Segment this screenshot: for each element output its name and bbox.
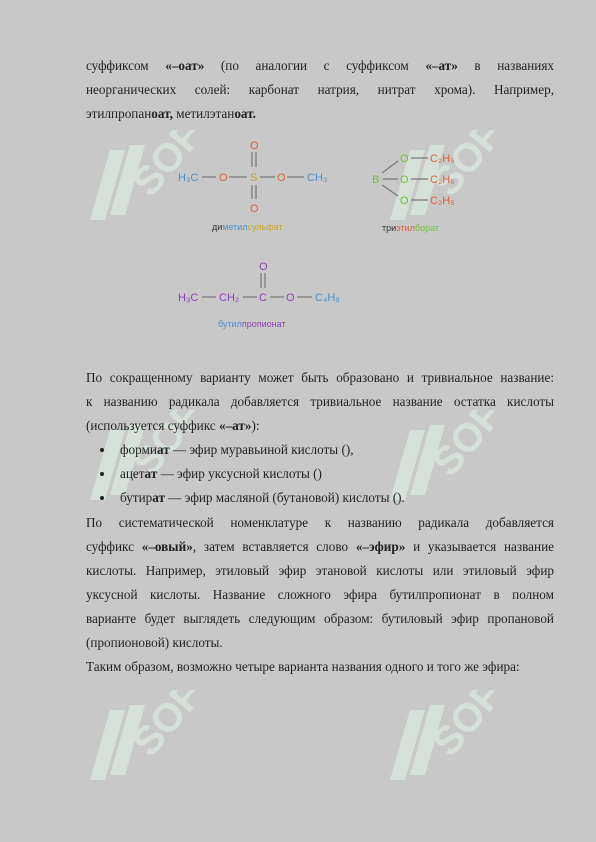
name-acid: сульфат xyxy=(247,222,283,232)
h3c-label: H₃C xyxy=(178,172,199,184)
bold-suffix: «–ат» xyxy=(425,58,458,73)
svg-text:SOFF: SOFF xyxy=(424,130,500,205)
name-radical: бутил xyxy=(218,319,242,329)
name-suffix: ат xyxy=(276,319,286,329)
list-item xyxy=(100,486,405,510)
paragraph-3-line-2 xyxy=(86,535,554,559)
text: — эфир муравьиной кислоты (), xyxy=(169,442,354,457)
oxygen-label: O xyxy=(277,172,286,184)
text: и указывается название xyxy=(405,539,554,554)
text: (по аналогии с суффиксом xyxy=(204,58,426,73)
svg-text:SOFF: SOFF xyxy=(424,410,500,485)
list-item xyxy=(100,438,405,462)
paragraph-1-line-2: неорганических солей: карбонат натрия, нитрат хрома). Например, xyxy=(86,82,554,97)
paragraph-1-line-3 xyxy=(86,102,554,126)
boron-label: B xyxy=(372,174,380,186)
oxygen-label: O xyxy=(400,174,409,186)
structure-dimethylsulfate xyxy=(170,135,340,235)
watermark-logo xyxy=(370,690,500,800)
oxygen-label: O xyxy=(400,153,409,165)
text: (используется суффикс xyxy=(86,418,219,433)
name-acid: борат xyxy=(414,223,440,233)
bold-suffix: «–оат» xyxy=(165,58,205,73)
paragraph-3-line-3: кислоты. Например, этиловый эфир этановой кислоты или этиловый эфир xyxy=(86,563,554,578)
oxygen-label: O xyxy=(259,261,268,273)
svg-text:бутилпропионат xyxy=(218,319,286,329)
bold-suffix: ат xyxy=(152,490,165,505)
paragraph-3-line-5: варианте будет выглядеть следующим образом: бутиловый эфир пропановой xyxy=(86,611,554,626)
paragraph-2-line-3 xyxy=(86,414,554,438)
watermark-logo xyxy=(70,690,200,800)
text: суффикс xyxy=(86,539,142,554)
name-prefix: ди xyxy=(212,222,223,232)
svg-text:триэтилборат xyxy=(382,223,439,233)
svg-text:SOFF: SOFF xyxy=(124,410,200,485)
oxygen-label: O xyxy=(286,292,295,304)
text: ): xyxy=(251,418,260,433)
text: форми xyxy=(120,442,157,457)
ch3-label: CH₃ xyxy=(307,172,328,184)
bullet-list xyxy=(100,438,405,510)
name-acid: пропион xyxy=(241,319,277,329)
bold-word: «–эфир» xyxy=(355,539,406,554)
bold-suffix: ат xyxy=(156,442,170,457)
paragraph-3-line-7: Таким образом, возможно четыре варианта названия одного и того же эфира: xyxy=(86,659,520,674)
bold-suffix: «–ат» xyxy=(218,418,252,433)
svg-text:SOFF: SOFF xyxy=(124,130,200,205)
text: — эфир масляной (бутановой) кислоты (). xyxy=(164,490,405,505)
oxygen-label: O xyxy=(400,195,409,207)
sulfur-label: S xyxy=(250,172,258,184)
bold-suffix: оат. xyxy=(234,106,256,121)
oxygen-label: O xyxy=(219,172,228,184)
text: , затем вставляется слово xyxy=(192,539,356,554)
text: ацет xyxy=(120,466,145,481)
structure-butylpropionate xyxy=(170,255,370,335)
text: метилэтан xyxy=(172,106,235,121)
ethyl-label: C₂H₅ xyxy=(430,174,455,186)
bold-suffix: ат xyxy=(144,466,158,481)
ethyl-label: C₂H₅ xyxy=(430,195,455,207)
paragraph-2-line-2: к названию радикала добавляется тривиальное название остатка кислоты xyxy=(86,394,554,409)
watermark xyxy=(370,690,500,805)
bold-suffix: «–овый» xyxy=(141,539,193,554)
paragraph-3-line-6: (пропионовой) кислоты. xyxy=(86,635,223,650)
text: бутир xyxy=(120,490,153,505)
name-radical: этил xyxy=(396,223,415,233)
name-radical: метил xyxy=(222,222,248,232)
oxygen-label: O xyxy=(250,140,259,152)
list-item xyxy=(100,462,405,486)
name-prefix: три xyxy=(382,223,397,233)
carbon-label: C xyxy=(259,292,267,304)
text: в названиях xyxy=(457,58,555,73)
paragraph-3-line-4: уксусной кислоты. Название сложного эфира бутилпропионат в полном xyxy=(86,587,554,602)
ethyl-label: C₂H₅ xyxy=(430,153,455,165)
bold-suffix: оат, xyxy=(151,106,173,121)
ch2-label: CH₂ xyxy=(219,292,240,304)
svg-text:SOFF: SOFF xyxy=(124,690,200,765)
paragraph-1-line-1 xyxy=(86,54,554,78)
svg-text:SOFF: SOFF xyxy=(424,690,500,765)
svg-text:диметилсульфат xyxy=(212,222,283,232)
oxygen-label: O xyxy=(250,203,259,215)
watermark xyxy=(70,690,200,805)
text: суффиксом xyxy=(86,58,166,73)
text: этилпропан xyxy=(86,106,152,121)
butyl-label: C₄H₉ xyxy=(315,292,340,304)
paragraph-2-line-1: По сокращенному варианту может быть образовано и тривиальное название: xyxy=(86,370,554,385)
text: — эфир уксусной кислоты () xyxy=(157,466,322,481)
structure-triethylborate xyxy=(368,143,478,238)
paragraph-3-line-1: По систематической номенклатуре к названию радикала добавляется xyxy=(86,515,554,530)
h3c-label: H₃C xyxy=(178,292,199,304)
